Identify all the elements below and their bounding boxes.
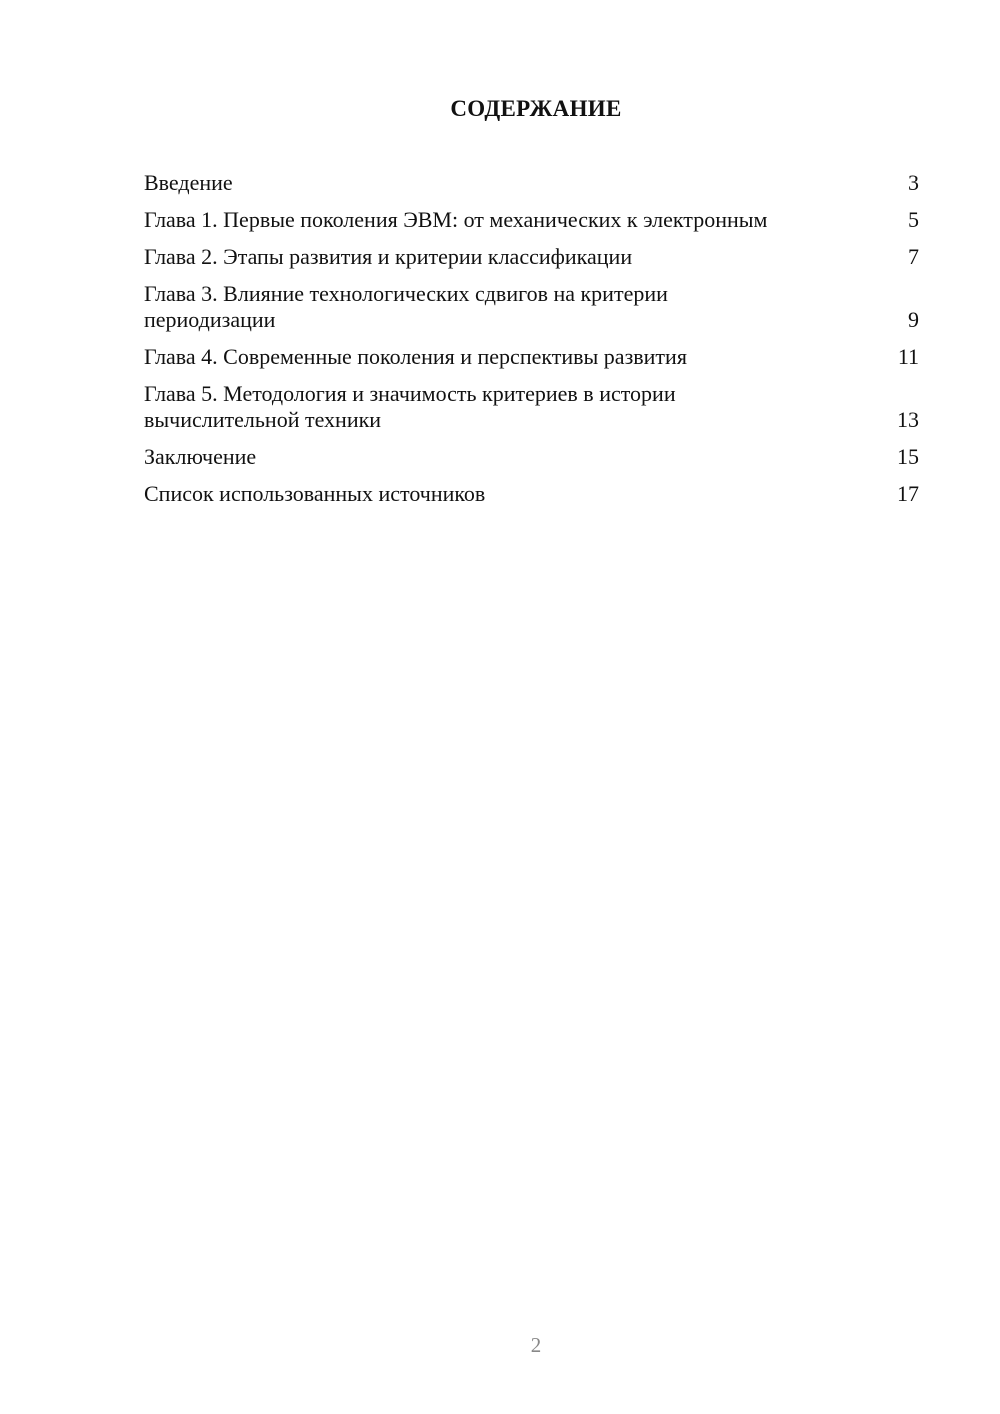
page-number: 2 [530, 1333, 542, 1357]
toc-entry-page: 11 [897, 344, 919, 369]
toc-entry-text: Список использованных источников [144, 481, 486, 506]
table-of-contents [144, 170, 919, 518]
toc-entry-page: 15 [897, 444, 919, 469]
toc-entry-chapter-1[interactable] [144, 207, 919, 233]
toc-entry-references[interactable] [144, 481, 919, 507]
toc-entry-page: 3 [908, 170, 919, 195]
toc-entry-page: 17 [897, 481, 919, 506]
toc-entry-conclusion[interactable] [144, 444, 919, 470]
toc-entry-text: Глава 2. Этапы развития и критерии классификации [144, 244, 633, 269]
toc-entry-text: Введение [144, 170, 233, 195]
toc-entry-text: Глава 5. Методология и значимость критериев в истории вычислительной техники [144, 381, 676, 432]
toc-entry-page: 9 [908, 307, 919, 332]
toc-entry-introduction[interactable] [144, 170, 919, 196]
toc-title: СОДЕРЖАНИЕ [450, 96, 622, 121]
toc-entry-text: Глава 3. Влияние технологических сдвигов на критерии периодизации [144, 281, 668, 332]
toc-entry-page: 7 [908, 244, 919, 269]
toc-entry-text: Глава 4. Современные поколения и перспективы развития [144, 344, 687, 369]
toc-entry-text: Заключение [144, 444, 257, 469]
toc-entry-text: Глава 1. Первые поколения ЭВМ: от механических к электронным [144, 207, 768, 232]
toc-entry-chapter-3[interactable] [144, 281, 919, 333]
toc-entry-chapter-5[interactable] [144, 381, 919, 433]
toc-entry-chapter-4[interactable] [144, 344, 919, 370]
toc-entry-page: 13 [897, 407, 919, 432]
toc-entry-chapter-2[interactable] [144, 244, 919, 270]
toc-entry-page: 5 [908, 207, 919, 232]
